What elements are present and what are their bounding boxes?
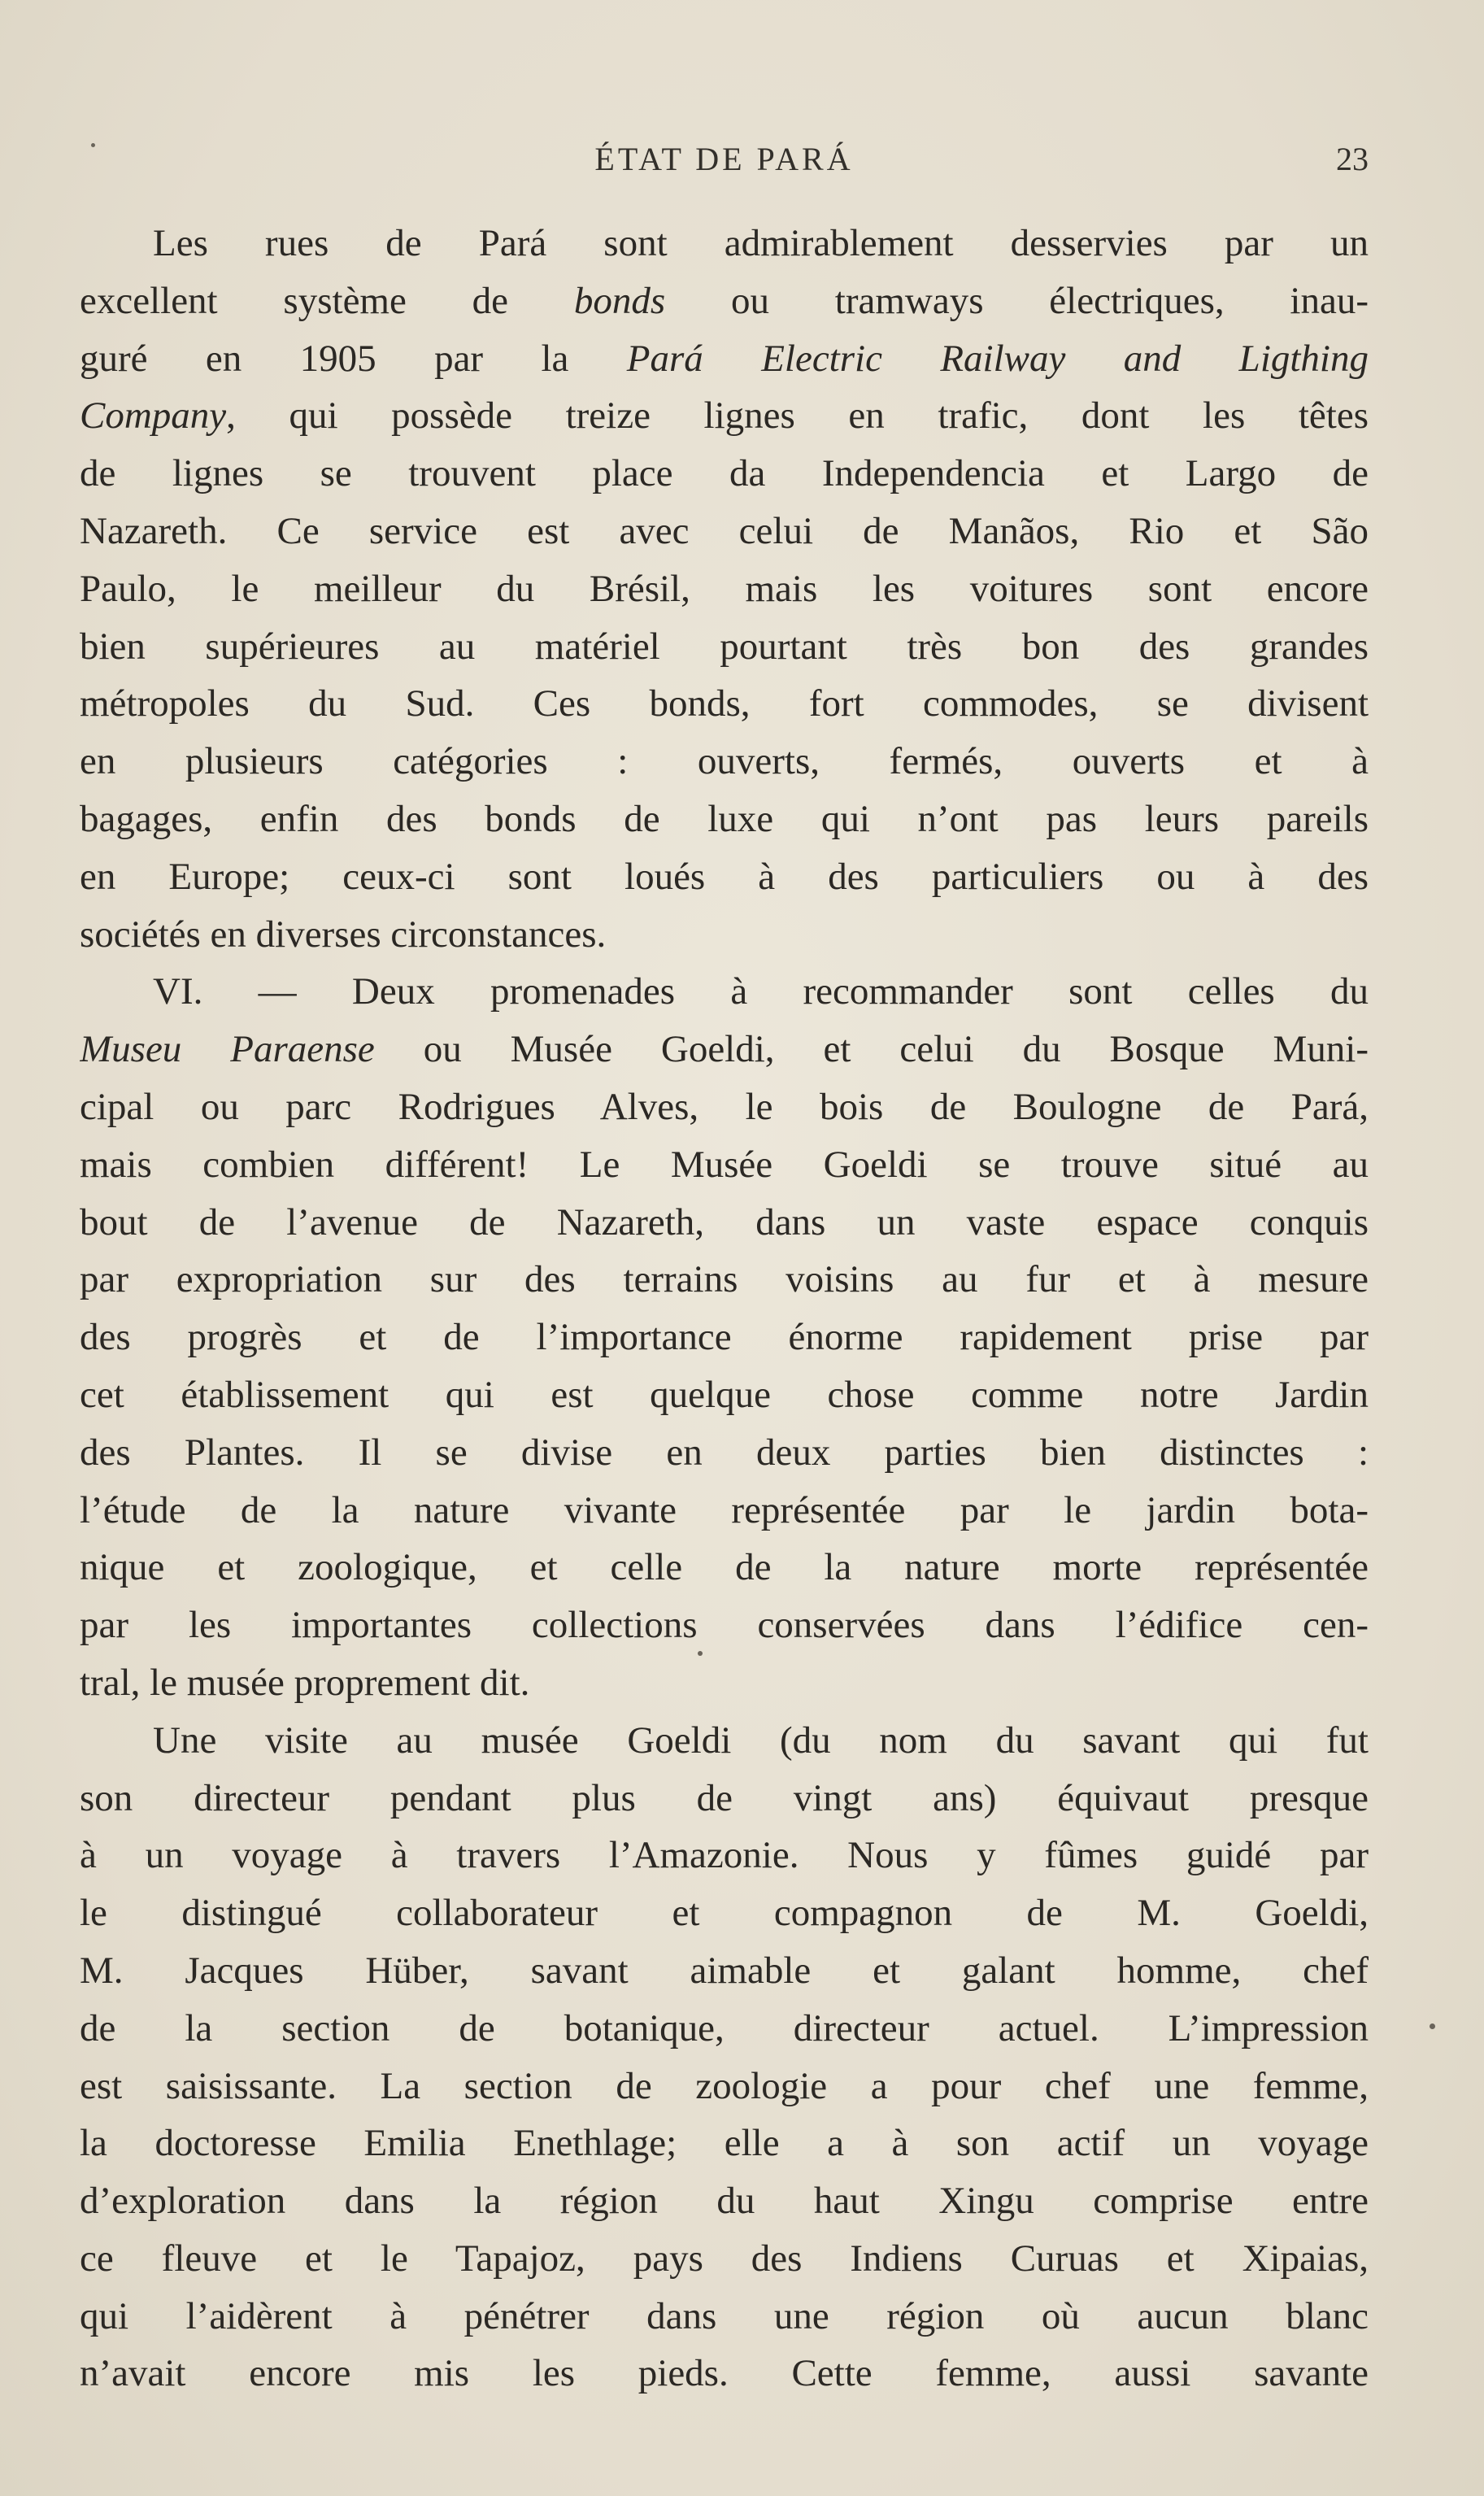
text-segment: d’exploration dans la région du haut Xingu comprise entre [80, 2180, 1369, 2223]
text-line [80, 963, 1369, 1021]
text-line [80, 215, 1369, 272]
running-head [80, 137, 1369, 182]
text-segment: cipal ou parc Rodrigues Alves, le bois de Boulogne de Pará, [80, 1085, 1369, 1128]
text-segment: M. Jacques Hüber, savant aimable et galant homme, chef [80, 1949, 1369, 1992]
text-segment: est saisissante. La section de zoologie a pour chef une femme, [80, 2064, 1369, 2107]
text-line [80, 1827, 1369, 1884]
text-segment: n’avait encore mis les pieds. Cette femme, aussi savante [80, 2352, 1369, 2395]
text-segment: bagages, enfin des bonds de luxe qui n’ont pas leurs pareils [80, 797, 1369, 840]
text-line [80, 906, 1369, 964]
text-segment: sociétés en diverses circonstances. [80, 913, 607, 956]
ink-speck [91, 143, 95, 147]
text-segment: tral, le musée proprement dit. [80, 1661, 530, 1704]
text-segment: métropoles du Sud. Ces bonds, fort commodes, se divisent [80, 682, 1369, 725]
text-line [80, 2345, 1369, 2402]
text-line [80, 503, 1369, 560]
text-line [80, 330, 1369, 388]
text-segment: en plusieurs catégories : ouverts, fermés, ouverts et à [80, 740, 1369, 783]
text-line [80, 1712, 1369, 1770]
text-segment: l’étude de la nature vivante représentée par le jardin bota- [80, 1488, 1369, 1531]
text-line [80, 1366, 1369, 1424]
text-line [80, 1884, 1369, 1942]
text-segment: son directeur pendant plus de vingt ans) équivaut presque [80, 1776, 1369, 1819]
text-segment: bien supérieures au matériel pourtant très bon des grandes [80, 625, 1369, 668]
text-segment: excellent système de [80, 279, 574, 322]
text-segment: à un voyage à travers l’Amazonie. Nous y fûmes guidé par [80, 1834, 1369, 1877]
text-segment: nique et zoologique, et celle de la nature morte représentée [80, 1546, 1369, 1589]
text-line [80, 1539, 1369, 1596]
italic-text: Museu Paraense [80, 1028, 375, 1071]
text-segment: ou tramways électriques, inau- [665, 279, 1369, 322]
text-line [80, 1078, 1369, 1136]
text-line [80, 1021, 1369, 1078]
text-segment: mais combien différent! Le Musée Goeldi se trouve situé au [80, 1143, 1369, 1186]
text-segment: en Europe; ceux-ci sont loués à des particuliers ou à des [80, 855, 1369, 898]
text-segment: la doctoresse Emilia Enethlage; elle a à son actif un voyage [80, 2122, 1369, 2165]
running-title: ÉTAT DE PARÁ [594, 141, 854, 177]
text-segment: bout de l’avenue de Nazareth, dans un vaste espace conquis [80, 1200, 1369, 1244]
text-line [80, 2115, 1369, 2172]
text-segment: Nazareth. Ce service est avec celui de Manãos, Rio et São [80, 509, 1369, 552]
text-line [80, 272, 1369, 330]
ink-speck [1430, 2023, 1435, 2029]
text-segment: ou Musée Goeldi, et celui du Bosque Muni- [374, 1028, 1369, 1071]
text-line [80, 848, 1369, 906]
text-line [80, 2058, 1369, 2115]
text-segment: le distingué collaborateur et compagnon de M. Goeldi, [80, 1892, 1369, 1935]
text-segment: , qui possède treize lignes en trafic, dont les têtes [226, 394, 1369, 438]
text-line [80, 1136, 1369, 1194]
text-line [80, 1309, 1369, 1366]
text-segment: ce fleuve et le Tapajoz, pays des Indiens Curuas et Xipaias, [80, 2237, 1369, 2280]
italic-text: Company [80, 394, 227, 438]
italic-text: Pará Electric Railway and Ligthing [626, 337, 1369, 380]
text-segment: VI. — Deux promenades à recommander sont celles du [153, 970, 1369, 1013]
text-line [80, 387, 1369, 445]
text-line [80, 2230, 1369, 2288]
text-line [80, 1596, 1369, 1654]
text-line [80, 2172, 1369, 2230]
text-line [80, 445, 1369, 503]
text-line [80, 1424, 1369, 1482]
text-line [80, 2288, 1369, 2346]
text-segment: de la section de botanique, directeur actuel. L’impression [80, 2006, 1369, 2050]
text-segment: des Plantes. Il se divise en deux parties bien distinctes : [80, 1431, 1369, 1474]
text-line [80, 618, 1369, 676]
text-line [80, 2000, 1369, 2058]
text-segment: des progrès et de l’importance énorme rapidement prise par [80, 1316, 1369, 1359]
text-segment: Paulo, le meilleur du Brésil, mais les voitures sont encore [80, 567, 1369, 610]
text-line [80, 733, 1369, 791]
italic-text: bonds [573, 279, 666, 322]
text-line [80, 1770, 1369, 1827]
text-segment: cet établissement qui est quelque chose comme notre Jardin [80, 1373, 1369, 1416]
page-number: 23 [1336, 141, 1369, 177]
text-line [80, 675, 1369, 733]
text-segment: qui l’aidèrent à pénétrer dans une région où aucun blanc [80, 2294, 1369, 2337]
text-line [80, 1194, 1369, 1252]
text-line [80, 1654, 1369, 1712]
text-line [80, 1942, 1369, 2000]
text-segment: Une visite au musée Goeldi (du nom du savant qui fut [153, 1718, 1369, 1762]
text-line [80, 1251, 1369, 1309]
text-line [80, 1482, 1369, 1540]
text-line [80, 560, 1369, 618]
text-segment: par expropriation sur des terrains voisins au fur et à mesure [80, 1258, 1369, 1301]
text-segment: de lignes se trouvent place da Independencia et Largo de [80, 452, 1369, 495]
ink-speck [698, 1651, 703, 1656]
text-segment: guré en 1905 par la [80, 337, 627, 380]
text-line [80, 791, 1369, 848]
text-segment: par les importantes collections conservées dans l’édifice cen- [80, 1604, 1369, 1647]
body-text [80, 215, 1369, 2402]
text-segment: Les rues de Pará sont admirablement desservies par un [153, 222, 1369, 264]
